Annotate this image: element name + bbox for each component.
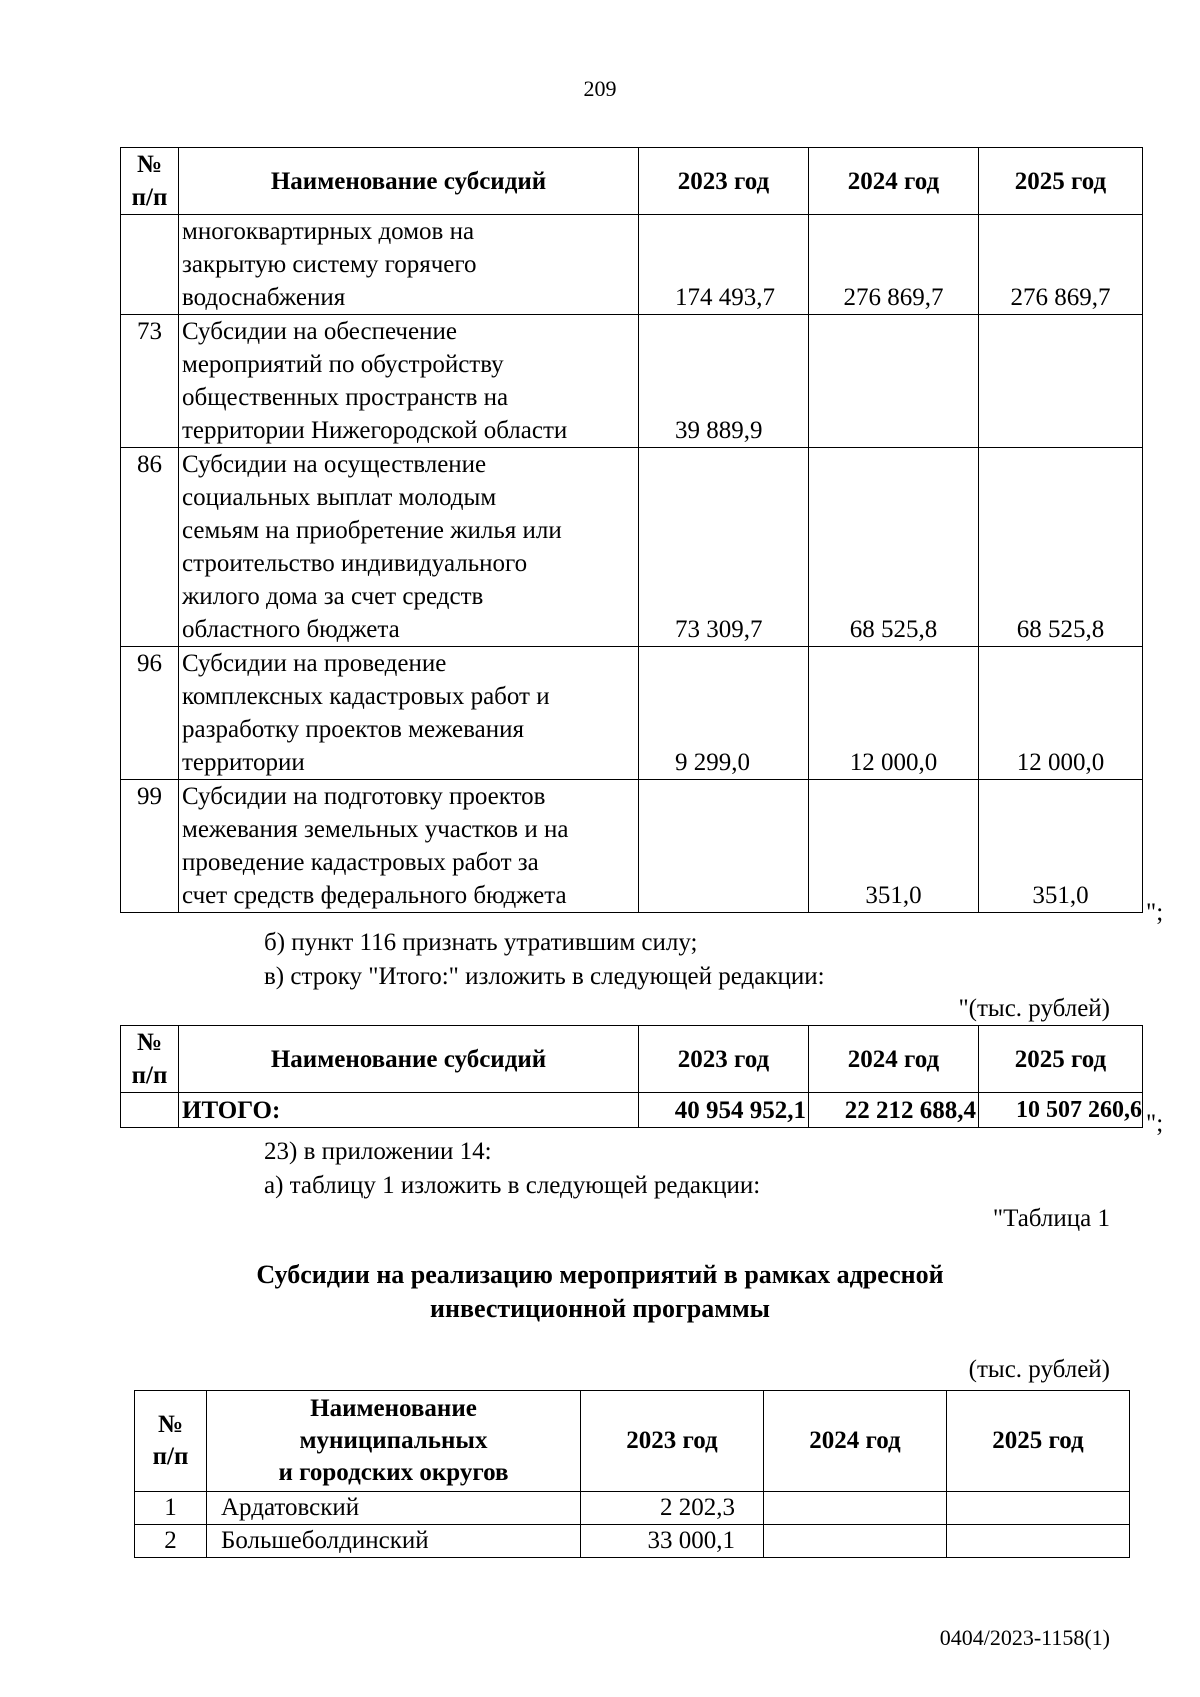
row-2025: 12 000,0 <box>979 647 1143 780</box>
row-2025: 351,0 <box>979 780 1143 913</box>
total-table <box>120 1025 1143 1128</box>
paragraph-v: в) строку "Итого:" изложить в следующей редакции: <box>264 963 825 990</box>
row-2023: 174 493,7 <box>639 215 809 315</box>
total-num <box>121 1093 179 1128</box>
total-2025: 10 507 260,6 <box>979 1093 1143 1128</box>
table-row <box>121 780 1143 913</box>
table-label: "Таблица 1 <box>992 1205 1110 1232</box>
header-2024: 2024 год <box>764 1391 947 1492</box>
header-2025: 2025 год <box>979 148 1143 215</box>
header-2025: 2025 год <box>979 1026 1143 1093</box>
unit-label: "(тыс. рублей) <box>958 995 1110 1022</box>
row-2024 <box>809 315 979 448</box>
row-name: многоквартирных домов на закрытую систему горячего водоснабжения <box>179 215 639 315</box>
total-label: ИТОГО: <box>179 1093 639 1128</box>
header-2023: 2023 год <box>639 148 809 215</box>
header-num: № п/п <box>121 1026 179 1093</box>
row-2024: 276 869,7 <box>809 215 979 315</box>
header-2024: 2024 год <box>809 1026 979 1093</box>
table-row <box>121 647 1143 780</box>
row-2023: 73 309,7 <box>639 448 809 647</box>
table-header-row <box>135 1391 1130 1492</box>
subsidies-table <box>120 147 1143 913</box>
row-num <box>121 215 179 315</box>
row-name: Субсидии на обеспечение мероприятий по обустройству общественных пространств на территории Нижегородской области <box>179 315 639 448</box>
row-name: Субсидии на проведение комплексных кадастровых работ и разработку проектов межевания территории <box>179 647 639 780</box>
row-2025: 276 869,7 <box>979 215 1143 315</box>
section-heading: Субсидии на реализацию мероприятий в рамках адресной инвестиционной программы <box>256 1260 944 1323</box>
row-name: Большеболдинский <box>207 1525 581 1558</box>
row-name: Субсидии на подготовку проектов межевания земельных участков и на проведение кадастровых работ за счет средств федерального бюджета <box>179 780 639 913</box>
districts-table <box>134 1390 1130 1558</box>
row-2024 <box>764 1525 947 1558</box>
row-2024 <box>764 1492 947 1525</box>
header-2025: 2025 год <box>947 1391 1130 1492</box>
row-2024: 351,0 <box>809 780 979 913</box>
row-num: 86 <box>121 448 179 647</box>
row-2023: 39 889,9 <box>639 315 809 448</box>
total-2023: 40 954 952,1 <box>639 1093 809 1128</box>
total-2024: 22 212 688,4 <box>809 1093 979 1128</box>
row-num: 2 <box>135 1525 207 1558</box>
table-row <box>121 315 1143 448</box>
paragraph-23: 23) в приложении 14: <box>264 1138 492 1165</box>
row-2023: 33 000,1 <box>581 1525 764 1558</box>
page-number: 209 <box>583 76 617 101</box>
header-num: № п/п <box>121 148 179 215</box>
unit-label: (тыс. рублей) <box>968 1356 1110 1383</box>
header-2023: 2023 год <box>581 1391 764 1492</box>
row-2023 <box>639 780 809 913</box>
table-header-row <box>121 148 1143 215</box>
row-num: 73 <box>121 315 179 448</box>
header-name: Наименование субсидий <box>179 1026 639 1093</box>
header-name: Наименование муниципальных и городских округов <box>207 1391 581 1492</box>
table-row <box>121 215 1143 315</box>
table-row <box>135 1492 1130 1525</box>
row-name: Субсидии на осуществление социальных выплат молодым семьям на приобретение жилья или строительство индивидуального жилого дома за счет средств областного бюджета <box>179 448 639 647</box>
closing-quote-mark: "; <box>1146 899 1164 926</box>
row-2025 <box>979 315 1143 448</box>
header-2024: 2024 год <box>809 148 979 215</box>
paragraph-a: а) таблицу 1 изложить в следующей редакции: <box>264 1172 761 1199</box>
header-2023: 2023 год <box>639 1026 809 1093</box>
row-num: 1 <box>135 1492 207 1525</box>
header-num: № п/п <box>135 1391 207 1492</box>
closing-quote-mark: "; <box>1146 1110 1164 1137</box>
row-num: 96 <box>121 647 179 780</box>
row-2023: 2 202,3 <box>581 1492 764 1525</box>
row-2025 <box>947 1525 1130 1558</box>
row-2024: 12 000,0 <box>809 647 979 780</box>
row-2025: 68 525,8 <box>979 448 1143 647</box>
table-row <box>135 1525 1130 1558</box>
total-row <box>121 1093 1143 1128</box>
row-2025 <box>947 1492 1130 1525</box>
row-num: 99 <box>121 780 179 913</box>
table-row <box>121 448 1143 647</box>
row-2024: 68 525,8 <box>809 448 979 647</box>
paragraph-b: б) пункт 116 признать утратившим силу; <box>264 929 698 956</box>
header-name: Наименование субсидий <box>179 148 639 215</box>
row-2023: 9 299,0 <box>639 647 809 780</box>
document-code: 0404/2023-1158(1) <box>939 1625 1110 1650</box>
table-header-row <box>121 1026 1143 1093</box>
row-name: Ардатовский <box>207 1492 581 1525</box>
